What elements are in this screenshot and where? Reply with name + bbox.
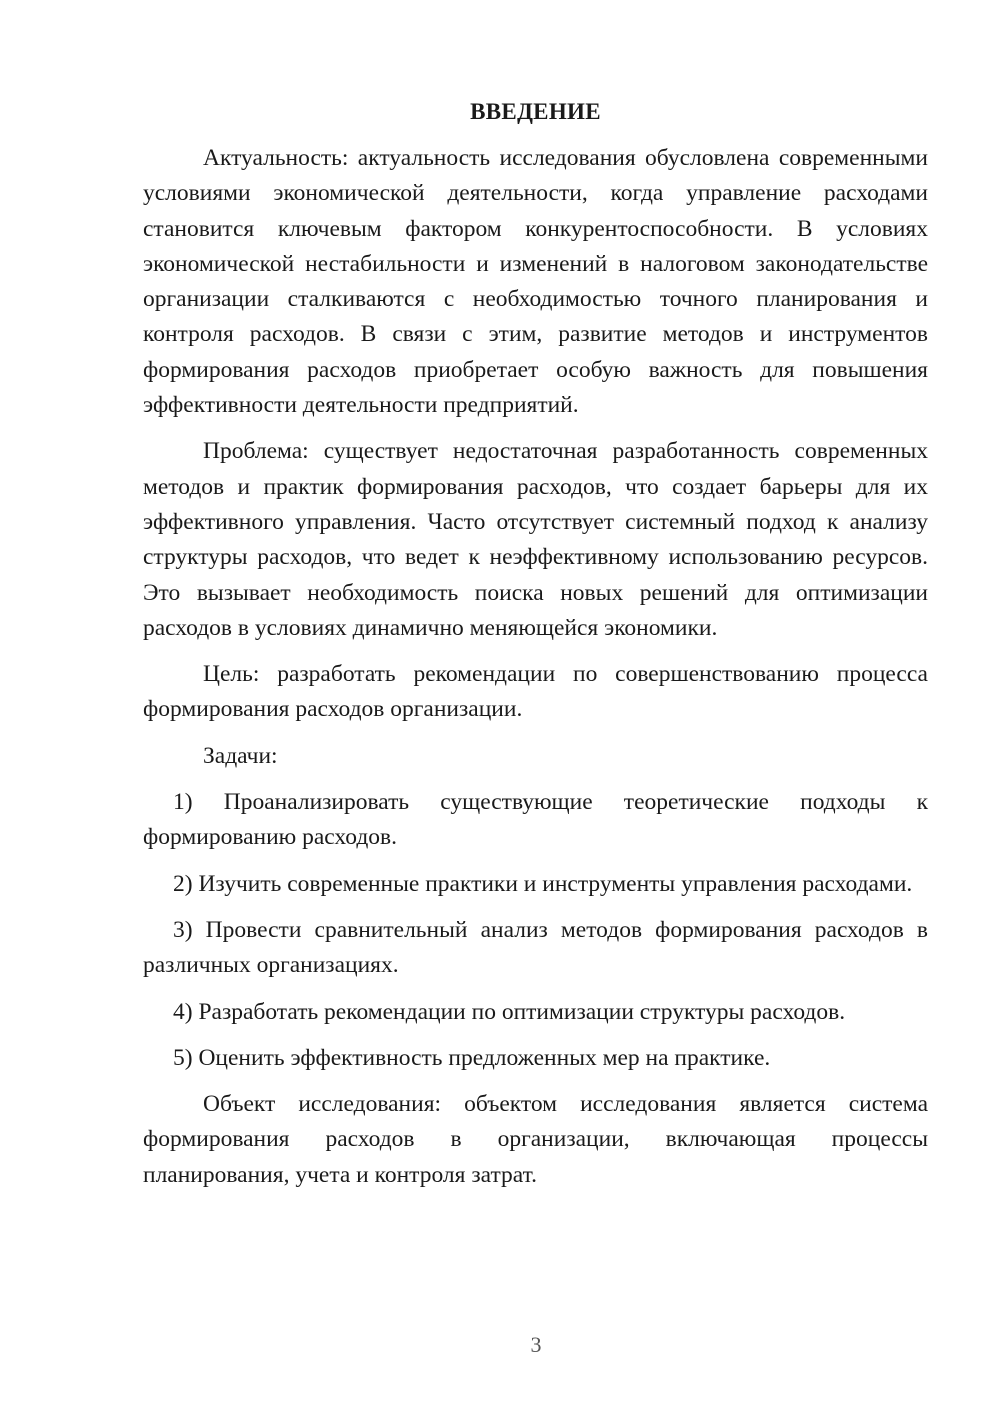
task-item-5: 5) Оценить эффективность предложенных мер на практике. — [173, 1044, 771, 1071]
paragraph-goal: Цель: разработать рекомендации по совершенствованию процесса формирования расходов организации. — [143, 661, 928, 723]
paragraph-relevance: Актуальность: актуальность исследования обусловлена современными условиями экономической деятельности, когда управление расходами становится ключевым фактором конкурентоспособности. В условиях экономической нестабильности и изменений в налоговом законодательстве организации сталкиваются с необходимостью точного планирования и контроля расходов. В связи с этим, развитие методов и инструментов формирования расходов приобретает особую важность для повышения эффективности деятельности предприятий. — [143, 145, 928, 419]
paragraph-object: Объект исследования: объектом исследования является система формирования расходов в организации, включающая процессы планирования, учета и контроля затрат. — [143, 1091, 928, 1188]
task-item-2: 2) Изучить современные практики и инструменты управления расходами. — [173, 870, 913, 897]
page-number: 3 — [530, 1332, 542, 1357]
section-title: ВВЕДЕНИЕ — [470, 99, 601, 124]
task-item-1: 1) Проанализировать существующие теоретические подходы к формированию расходов. — [143, 789, 928, 851]
document-page — [143, 94, 928, 1204]
task-item-3: 3) Провести сравнительный анализ методов формирования расходов в различных организациях. — [143, 916, 928, 979]
tasks-heading: Задачи: — [203, 742, 278, 769]
paragraph-problem: Проблема: существует недостаточная разработанность современных методов и практик формирования расходов, что создает барьеры для их эффективного управления. Часто отсутствует системный подход к анализу структуры расходов, что ведет к неэффективному использованию ресурсов. Это вызывает необходимость поиска новых решений для оптимизации расходов в условиях динамично меняющейся экономики. — [143, 438, 928, 641]
task-item-4: 4) Разработать рекомендации по оптимизации структуры расходов. — [173, 998, 846, 1025]
